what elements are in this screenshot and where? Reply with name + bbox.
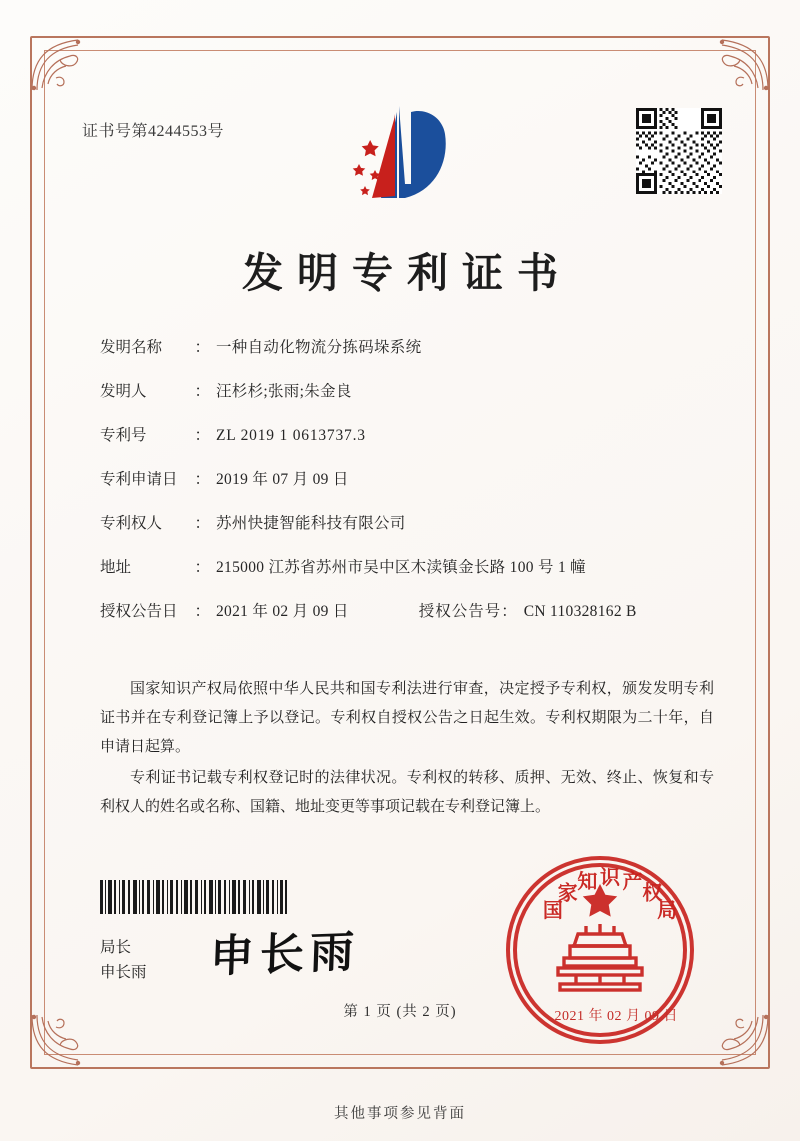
qr-code-icon <box>636 108 722 194</box>
field-grant-announcement <box>100 599 720 621</box>
signer-title: 局长 <box>100 939 132 956</box>
field-application-date <box>100 467 720 489</box>
grant-number-label: 授权公告号： <box>418 603 518 620</box>
grant-number-value: CN 110328162 B <box>523 603 637 620</box>
footnote: 其他事项参见背面 <box>334 1106 466 1122</box>
field-value: 一种自动化物流分拣码垛系统 <box>216 339 422 356</box>
field-value: 汪杉杉;张雨;朱金良 <box>216 383 352 400</box>
paragraph: 专利证书记载专利权登记时的法律状况。专利权的转移、质押、无效、终止、恢复和专利权人的姓名或名称、国籍、地址变更等事项记载在专利登记簿上。 <box>100 770 714 815</box>
seal-date: 2021 年 02 月 09 日 <box>554 1009 678 1024</box>
field-label: 专利号 ： <box>100 427 210 444</box>
cnipa-logo-icon <box>325 98 475 208</box>
signer-block <box>100 935 147 985</box>
field-value: ZL 2019 1 0613737.3 <box>216 427 366 444</box>
field-address <box>100 555 720 577</box>
field-value: 215000 江苏省苏州市吴中区木渎镇金长路 100 号 1 幢 <box>216 559 586 576</box>
svg-text:国: 国 <box>542 900 563 922</box>
handwritten-signature: 申长雨 <box>209 927 361 982</box>
field-invention-name <box>100 335 720 357</box>
field-value: 2019 年 07 月 09 日 <box>216 471 349 488</box>
field-patentee <box>100 511 720 533</box>
field-label: 发明人 ： <box>100 383 210 400</box>
field-label: 专利申请日 ： <box>100 471 210 488</box>
page-number: 第 1 页 (共 2 页) <box>343 1004 457 1020</box>
svg-text:局: 局 <box>657 900 678 922</box>
field-value: 苏州快捷智能科技有限公司 <box>216 515 406 532</box>
svg-text:知: 知 <box>577 870 598 893</box>
paragraph: 国家知识产权局依照中华人民共和国专利法进行审查，决定授予专利权，颁发发明专利证书并在专利登记簿上予以登记。专利权自授权公告之日起生效。专利权期限为二十年，自申请日起算。 <box>100 681 714 755</box>
barcode-icon <box>100 880 290 914</box>
svg-text:家: 家 <box>557 882 578 905</box>
certificate-content <box>70 80 730 1031</box>
legal-text <box>100 675 714 824</box>
field-value: 2021 年 02 月 09 日 <box>216 603 349 620</box>
field-patent-number <box>100 423 720 445</box>
svg-text:权: 权 <box>642 882 663 905</box>
certificate-number: 证书号第4244553号 <box>82 123 225 140</box>
field-label: 授权公告日 ： <box>100 603 210 620</box>
page-title: 发明专利证书 <box>242 250 572 296</box>
field-label: 发明名称 ： <box>100 339 210 356</box>
field-label: 专利权人 ： <box>100 515 210 532</box>
field-inventors <box>100 379 720 401</box>
svg-text:识: 识 <box>600 867 620 889</box>
svg-text:产: 产 <box>622 870 643 893</box>
signer-name: 申长雨 <box>100 964 147 981</box>
field-label: 地址 ： <box>100 559 210 576</box>
certificate-fields <box>100 335 720 643</box>
